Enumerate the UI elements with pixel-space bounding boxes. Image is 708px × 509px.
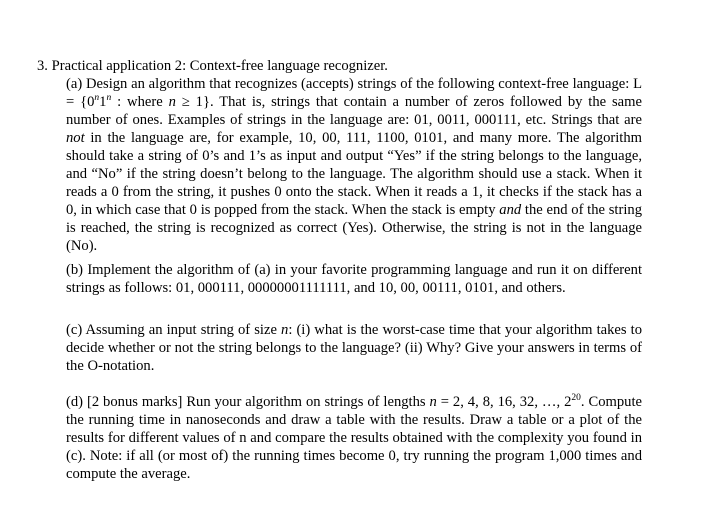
exponent-n: n [94,93,100,104]
part-a-label: (a) [66,76,83,92]
part-b-text: Implement the algorithm of (a) in your favorite programming language and run it on different strings as follows: 01, 000111, 00000001111111, and 10, 00, 00111, 0101, and others. [66,262,642,296]
emphasis-and: and [499,202,522,218]
part-d-text-1: [2 bonus marks] Run your algorithm on strings of lengths [86,394,430,410]
part-b-paragraph [66,261,642,297]
part-a-text-4: in the language are, for example, 10, 00, 111, 1100, 0101, and many more. The algorithm should take a string of 0’s and 1’s as input and output “Yes” if the string belongs to the language, and “No” if the string doesn’t belong to the language. The algorithm should use a stack. When it reads a 0 from the string, it pushes 0 onto the stack. When it reads a 1, it checks if the stack has a 0, in which case that 0 is popped from the stack. When the stack is empty [66,130,642,218]
question-title: Practical application 2: Context-free language recognizer. [51,58,388,74]
part-c-paragraph [66,321,642,375]
part-d-label: (d) [66,394,84,410]
part-d-text-2: = 2, 4, 8, 16, 32, …, 2 [436,394,572,410]
part-c-text-1: Assuming an input string of size [85,322,282,338]
variable-n: n [168,94,176,110]
part-a-text-5: the end of the string is reached, the string is recognized as correct (Yes). Otherwise, the string is not in the language (No). [66,202,642,254]
part-a-text-1: Design an algorithm that recognizes (accepts) strings of the following context-free language: L = { [66,76,642,110]
emphasis-not: not [66,130,85,146]
exponent-20: 20 [571,393,581,404]
part-a-paragraph [66,75,642,255]
part-a-text-3: ≥ 1}. That is, strings that contain a number of zeros followed by the same number of ones. Examples of strings in the language are: 01, 0011, 000111, etc. Strings that are [66,94,642,128]
question-heading [37,57,697,75]
variable-n: n [281,322,289,338]
question-number: 3. [37,58,48,74]
part-c-label: (c) [66,322,83,338]
part-d-text-3: . Compute the running time in nanoseconds and draw a table with the results. Draw a table or a plot of the results for different values of n and compare the results obtained with the complexity you found in (c). Note: if all (or most of) the running times become 0, try running the program 1,000 times and compute the average. [66,394,642,482]
part-d-paragraph [66,393,642,483]
exponent-n: n [106,93,112,104]
symbol-one: 1 [99,94,107,110]
symbol-zero: 0 [87,94,95,110]
part-c-text-2: : (i) what is the worst-case time that your algorithm takes to decide whether or not the string belongs to the language? (ii) Why? Give your answers in terms of the O-notation. [66,322,642,374]
part-a-text-2: : where [111,94,169,110]
variable-n: n [429,394,437,410]
part-b-label: (b) [66,262,84,278]
